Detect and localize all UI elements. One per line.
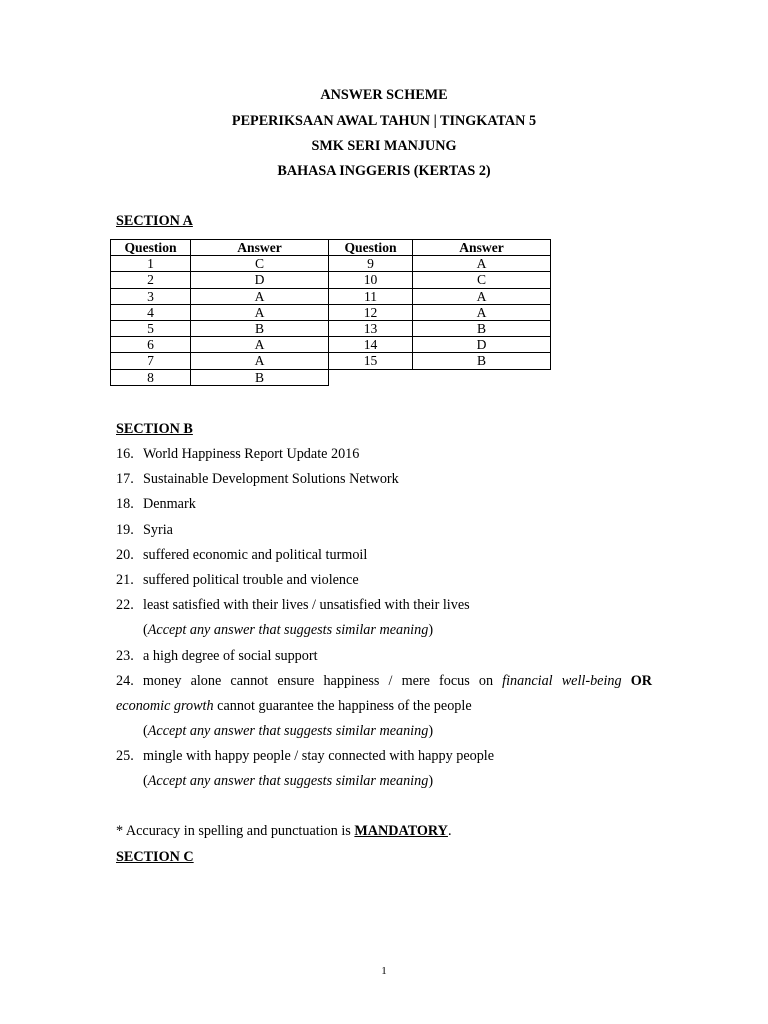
table-cell: 15 [329,353,413,369]
answer-emphasis: economic growth [116,698,214,714]
question-number: 22. [116,597,134,613]
accept-note-25: (Accept any answer that suggests similar meaning) [143,773,434,789]
answer-18 [116,496,196,513]
table-cell: A [191,337,329,353]
table-cell: A [191,304,329,320]
answer-21 [116,572,359,589]
table-cell: A [191,288,329,304]
answer-19 [116,522,173,539]
accept-note-text: Accept any answer that suggests similar meaning [147,773,429,789]
section-a-answer-table [110,239,551,386]
table-cell: A [413,304,551,320]
section-a-heading: SECTION A [116,213,193,229]
column-header: Question [329,240,413,256]
question-number: 21. [116,572,134,588]
accuracy-note [116,823,451,840]
title-school: SMK SERI MANJUNG [311,138,457,154]
table-cell: B [413,320,551,336]
table-cell-empty [329,369,413,385]
table-cell: C [413,272,551,288]
table-cell: 12 [329,304,413,320]
section-c-heading: SECTION C [116,849,194,865]
table-cell: 8 [111,369,191,385]
column-header: Question [111,240,191,256]
answer-text: least satisfied with their lives / unsatisfied with their lives [143,597,470,613]
table-row [111,353,551,369]
question-number: 24. [116,673,134,689]
question-number: 16. [116,446,134,462]
title-subject: BAHASA INGGERIS (KERTAS 2) [277,163,491,179]
answer-text: Sustainable Development Solutions Network [143,471,399,487]
table-cell: A [413,288,551,304]
note-period: . [447,823,452,839]
table-cell-empty [413,369,551,385]
answer-text: money alone cannot ensure happiness / mere focus on [142,673,494,689]
answer-text: suffered political trouble and violence [143,572,359,588]
table-cell: D [191,272,329,288]
table-cell: 10 [329,272,413,288]
table-cell: A [191,353,329,369]
answer-20 [116,547,367,564]
question-number: 25. [116,748,134,764]
page-number: 1 [381,965,387,977]
answer-text: suffered economic and political turmoil [143,547,368,563]
table-cell: 9 [329,256,413,272]
table-cell: B [413,353,551,369]
note-text: * Accuracy in spelling and punctuation is [116,823,351,839]
table-row [111,304,551,320]
column-header: Answer [191,240,329,256]
answer-23 [116,648,318,665]
table-cell: C [191,256,329,272]
question-number: 23. [116,648,134,664]
accept-note-22: (Accept any answer that suggests similar meaning) [143,622,434,638]
table-row [111,288,551,304]
table-cell: 14 [329,337,413,353]
answer-24-line2 [116,698,472,715]
table-cell: 2 [111,272,191,288]
answer-text: cannot guarantee the happiness of the people [217,698,472,714]
table-cell: B [191,369,329,385]
title-exam: PEPERIKSAAN AWAL TAHUN | TINGKATAN 5 [231,113,537,129]
table-cell: 6 [111,337,191,353]
table-row [111,320,551,336]
section-b-heading: SECTION B [116,421,193,437]
title-answer-scheme: ANSWER SCHEME [320,87,448,103]
table-row [111,369,551,385]
accept-note-24: (Accept any answer that suggests similar meaning) [143,723,434,739]
accept-note-text: Accept any answer that suggests similar meaning [147,723,429,739]
answer-22 [116,597,470,614]
table-cell: 7 [111,353,191,369]
answer-text: Syria [143,522,173,538]
note-mandatory: MANDATORY [354,823,448,839]
question-number: 18. [116,496,134,512]
question-number: 19. [116,522,134,538]
answer-text: a high degree of social support [143,648,318,664]
table-cell: B [191,320,329,336]
table-cell: 1 [111,256,191,272]
answer-text: mingle with happy people / stay connected with happy people [143,748,495,764]
answer-24-line1 [116,673,652,690]
table-row [111,337,551,353]
answer-emphasis: financial well-being [502,673,622,689]
question-number: 20. [116,547,134,563]
table-cell: 13 [329,320,413,336]
table-cell: 5 [111,320,191,336]
answer-or: OR [630,673,652,689]
table-row [111,256,551,272]
answer-text: Denmark [143,496,196,512]
answer-16 [116,446,359,463]
table-cell: D [413,337,551,353]
answer-text: World Happiness Report Update 2016 [143,446,360,462]
table-cell: 11 [329,288,413,304]
column-header: Answer [413,240,551,256]
table-row [111,272,551,288]
question-number: 17. [116,471,134,487]
accept-note-text: Accept any answer that suggests similar meaning [147,622,429,638]
table-cell: 3 [111,288,191,304]
answer-17 [116,471,399,488]
table-header-row [111,240,551,256]
table-cell: 4 [111,304,191,320]
answer-25 [116,748,494,765]
table-cell: A [413,256,551,272]
